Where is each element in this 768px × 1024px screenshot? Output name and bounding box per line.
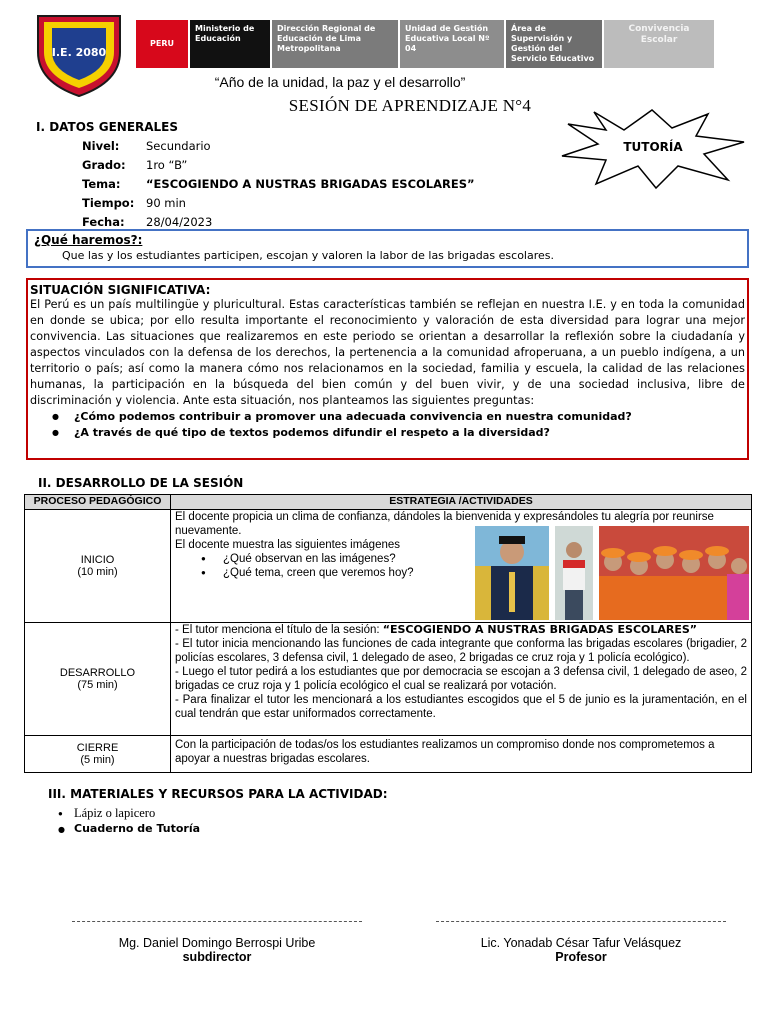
inicio-content <box>175 510 747 622</box>
table-row <box>25 623 752 736</box>
signer-name: Lic. Yonadab César Tafur Velásquez <box>480 936 682 950</box>
col-header-estrategia: ESTRATEGIA /ACTIVIDADES <box>171 495 752 510</box>
phase-cierre <box>25 736 171 773</box>
phase-time: (75 min) <box>77 679 118 691</box>
question-list <box>30 409 745 441</box>
photo-student <box>555 526 593 620</box>
desarrollo-line <box>175 623 747 637</box>
datos-generales <box>82 136 475 231</box>
session-topic: “ESCOGIENDO A NUSTRAS BRIGADAS ESCOLARES” <box>382 623 698 636</box>
phase-time: (5 min) <box>80 754 115 766</box>
session-title: SESIÓN DE APRENDIZAJE N°4 <box>288 96 532 115</box>
table-row <box>25 736 752 773</box>
material-item: ● Lápiz o lapicero <box>58 806 200 822</box>
signer-name: Mg. Daniel Domingo Berrospi Uribe <box>118 936 316 950</box>
datos-key: Nivel: <box>82 138 120 153</box>
situacion-title: SITUACIÓN SIGNIFICATIVA: <box>30 283 211 297</box>
banner-dre: Dirección Regional de Educación de Lima Metropolitana <box>272 20 398 68</box>
col-header-proceso: PROCESO PEDAGÓGICO <box>25 495 171 510</box>
table-header-row <box>25 495 752 510</box>
banner-ministerio: Ministerio de Educación <box>190 20 270 68</box>
phase-inicio <box>25 510 171 623</box>
datos-row <box>82 174 475 193</box>
desarrollo-line: - Para finalizar el tutor les mencionará a los estudiantes escogidos que el 5 de junio es la juramentación, en el cual tendrán que estar uniformados correctamente. <box>175 694 747 720</box>
cierre-text: Con la participación de todas/os los estudiantes realizamos un compromiso donde nos comprometemos a apoyar a nuestras brigadas escolares. <box>175 739 715 765</box>
datos-row <box>82 155 475 174</box>
desarrollo-line: - El tutor inicia mencionando las funciones de cada integrante que conforma las brigadas escolares (brigadier, 2 policías escolares, 3 defensa civil, 1 delegado de aseo, 2 brigadas ce cruz roja y 1 policía ecológico). <box>175 638 747 664</box>
datos-row <box>82 136 475 155</box>
situacion-box <box>26 278 749 460</box>
banner-peru: PERU <box>136 20 188 68</box>
year-motto: “Año de la unidad, la paz y el desarrollo” <box>214 74 466 90</box>
question-item: ● ¿Cómo podemos contribuir a promover una adecuada convivencia en nuestra comunidad? <box>52 409 745 425</box>
datos-row <box>82 193 475 212</box>
signature-line <box>436 921 726 922</box>
datos-value: “ESCOGIENDO A NUSTRAS BRIGADAS ESCOLARES” <box>146 176 475 191</box>
material-item: ● Cuaderno de Tutoría <box>58 822 200 838</box>
desarrollo-activities <box>171 623 752 736</box>
materials-list <box>58 806 200 838</box>
phase-name: INICIO <box>80 554 115 566</box>
que-haremos-text: Que las y los estudiantes participen, escojan y valoren la labor de las brigadas escolares. <box>62 249 554 262</box>
section-heading-datos: I. DATOS GENERALES <box>36 120 179 134</box>
banner-ugel: Unidad de Gestión Educativa Local Nº 04 <box>400 20 504 68</box>
cierre-activities <box>171 736 752 773</box>
photo-group <box>475 526 749 620</box>
datos-value: 90 min <box>146 195 186 210</box>
inicio-line1: El docente propicia un clima de confianza, dándoles la bienvenida y expresándoles tu alegría por reunirse nuevamente. <box>175 511 714 537</box>
situacion-text: El Perú es un país multilingüe y pluricultural. Estas características también se reflejan en nuestra I.E. y en toda la comunidad en donde se ubica; por ello resulta importante el reconocimiento y valoración de esta diversidad para lograr una mejor convivencia. Las situaciones que realizaremos en este periodo se orientan a desarrollar la reflexión sobre la ciudadanía y aspectos vinculados con la defensa de los derechos, la pertenencia a la comunidad afroperuana, a un pueblo indígena, a un territorio o país; así como la manera cómo nos relacionamos en la sociedad, familia y escuela, la calidad de las relaciones humanas, la participación en la búsqueda del bien común y del buen vivir, y de una sociedad inclusiva, libre de discriminación y violencia. Ante esta situación, nos planteamos las siguientes preguntas: <box>30 298 745 407</box>
inicio-bullet: ● ¿Qué observan en las imágenes? <box>201 552 747 566</box>
que-haremos-box <box>26 229 749 268</box>
star-label: TUTORÍA <box>623 140 683 154</box>
inicio-line2: El docente muestra las siguientes imágenes <box>175 539 401 551</box>
photo-brigadier <box>475 526 549 620</box>
banner-convivencia: Convivencia Escolar <box>604 20 714 68</box>
phase-desarrollo <box>25 623 171 736</box>
signature-line <box>72 921 362 922</box>
section-heading-materiales: III. MATERIALES Y RECURSOS PARA LA ACTIVIDAD: <box>48 787 388 801</box>
signature-profesor <box>436 921 726 964</box>
datos-value: 28/04/2023 <box>146 214 213 229</box>
banner-area: Área de Supervisión y Gestión del Servicio Educativo <box>506 20 602 68</box>
phase-name: CIERRE <box>76 742 119 754</box>
signature-subdirector <box>72 921 362 964</box>
datos-key: Grado: <box>82 157 126 172</box>
question-item: ● ¿A través de qué tipo de textos podemos difundir el respeto a la diversidad? <box>52 425 745 441</box>
svg-text:I.E. 2080: I.E. 2080 <box>51 46 107 59</box>
desarrollo-line: - Luego el tutor pedirá a los estudiantes que por democracia se escojan a 3 defensa civil, 1 delegado de aseo, 2 brigadas ce cruz roja y 1 policía ecológico el cual se realizará por votación. <box>175 666 747 692</box>
datos-key: Fecha: <box>82 214 125 229</box>
signer-role: subdirector <box>182 950 252 964</box>
datos-value: Secundario <box>146 138 211 153</box>
phase-time: (10 min) <box>77 566 118 578</box>
signer-role: Profesor <box>555 950 607 964</box>
datos-key: Tema: <box>82 176 121 191</box>
institutional-banner <box>136 20 714 68</box>
datos-key: Tiempo: <box>82 195 135 210</box>
que-haremos-title: ¿Qué haremos?: <box>34 233 143 247</box>
datos-value: 1ro “B” <box>146 157 188 172</box>
desarrollo-content <box>175 623 747 735</box>
phase-name: DESARROLLO <box>59 667 136 679</box>
tutoria-star <box>560 108 746 190</box>
inicio-activities <box>171 510 752 623</box>
photo-brigade-group <box>599 526 749 620</box>
inicio-bullet: ● ¿Qué tema, creen que veremos hoy? <box>201 566 747 580</box>
table-row <box>25 510 752 623</box>
section-heading-desarrollo: II. DESARROLLO DE LA SESIÓN <box>38 476 244 490</box>
desarrollo-line-text: - El tutor menciona el título de la sesión: <box>175 624 383 636</box>
session-table <box>24 494 752 773</box>
